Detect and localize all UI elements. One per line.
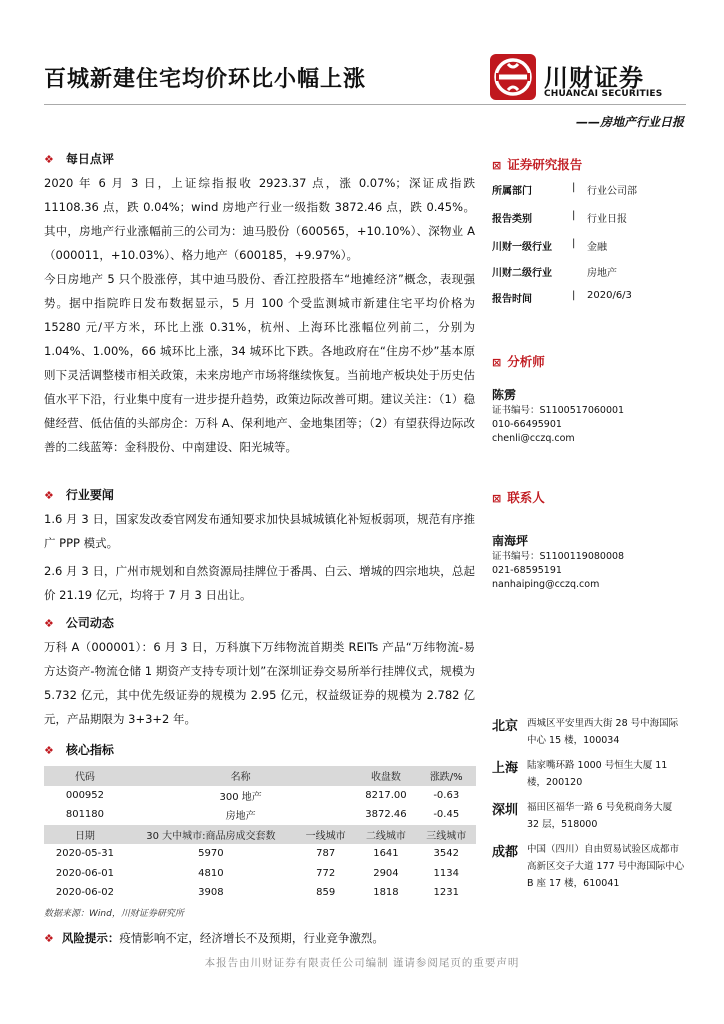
column-header: 名称 [126, 766, 355, 786]
table-cell: 787 [316, 848, 336, 860]
logo-name-cn: 川财证券 [544, 64, 644, 92]
sidebar-heading-contact: ⊠ 联系人 [492, 490, 545, 505]
company-paragraph-1: 万科 A（000001）：6 月 3 日，万科旗下万纬物流首期类 REITs 产品“万纬物流-易方达资产-物流仓储 1 期资产支持专项计划”在深圳证券交易所举行挂牌仪式，规模为 5.732 亿元，其中优先级证券的规模为 2.95 亿元，权益级证券的规模为 2.782 亿元，产品期限为 3+3+2 年。 [44, 640, 475, 726]
table-cell: 5970 [198, 848, 224, 860]
table-row [44, 864, 476, 884]
header-divider [44, 104, 686, 105]
diamond-bullet-icon: ❖ [44, 153, 54, 166]
table-header-row [44, 766, 476, 786]
report-icon: ⊠ [492, 356, 502, 369]
table-cell: 2020-05-31 [55, 848, 114, 860]
page-title: 百城新建住宅均价环比小幅上涨 [44, 67, 367, 92]
table-cell: 1641 [373, 848, 399, 860]
diamond-bullet-icon: ❖ [44, 932, 54, 945]
contact-cert: 证书编号：S1100119080008 [492, 551, 625, 562]
page-footer: 本报告由川财证券有限责任公司编制 谨请参阅尾页的重要声明 [204, 957, 520, 969]
table-cell: 1231 [433, 887, 459, 899]
diamond-bullet-icon: ❖ [44, 617, 54, 630]
risk-label: 风险提示： [61, 931, 120, 945]
sidebar-heading-analyst: ⊠ 分析师 [492, 354, 545, 369]
analyst-email[interactable]: chenli@cczq.com [492, 433, 575, 444]
sidebar-heading-report: ⊠ 证券研究报告 [492, 157, 583, 172]
table-cell: 300 地产 [219, 791, 262, 803]
table-cell: 4810 [198, 867, 224, 879]
column-header: 收盘数 [355, 766, 416, 786]
table-cell: 3542 [433, 848, 459, 860]
table-cell: 2020-06-02 [55, 887, 114, 899]
core-indicators-table [44, 766, 476, 903]
column-header: 30 大中城市:商品房成交套数 [126, 825, 296, 845]
report-icon: ⊠ [492, 492, 502, 505]
contact-card [492, 532, 624, 592]
table-cell: 2904 [373, 867, 399, 879]
contact-email[interactable]: nanhaiping@cczq.com [492, 579, 600, 590]
table-cell: -0.45 [433, 809, 460, 821]
report-subtitle: ——房地产行业日报 [575, 115, 684, 129]
table-cell: 772 [316, 867, 336, 879]
column-header: 二线城市 [355, 825, 416, 845]
daily-paragraph-1: 2020 年 6 月 3 日，上证综指报收 2923.37 点，涨 0.07%；深证成指跌 11108.36 点，跌 0.04%；wind 房地产行业一级指数 3872.46 点，跌 0.45%。其中，房地产行业涨幅前三的公司为：迪马股份（600565，+10.10%）、深物业 A（000011，+10.03%）、格力地产（600185，+9.97%）。 [44, 176, 475, 262]
table-cell: 1818 [373, 887, 399, 899]
analyst-phone: 010-66495901 [492, 419, 562, 430]
column-header: 三线城市 [417, 825, 477, 845]
company-logo [490, 52, 670, 108]
column-header: 一线城市 [296, 825, 355, 845]
daily-paragraph-2: 今日房地产 5 只个股涨停，其中迪马股份、香江控股搭车“地摊经济”概念，表现强势。据中指院昨日发布数据显示，5 月 100 个受监测城市新建住宅平均价格为 15280 元/平方米，环比上涨 0.31%，杭州、上海环比涨幅位列前二，分别为 1.04%、1.00%，66 城环比上涨，34 城环比下跌。各地政府在“住房不炒”基本原则下灵活调整楼市相关政策，未来房地产市场将继续恢复。当前地产板块处于历史估值水平下沿，行业集中度有一进步提升趋势，政策边际改善可期。建议关注：（1）稳健经营、低估值的头部房企：万科 A、保利地产、金地集团等；（2）有望获得边际改善的二线蓝筹：金科股份、中南建设、阳光城等。 [44, 272, 475, 454]
industry-paragraph-2: 2.6 月 3 日，广州市规划和自然资源局挂牌位于番禺、白云、增城的四宗地块，总起价 21.19 亿元，均将于 7 月 3 日出让。 [44, 564, 475, 602]
table-row [44, 805, 476, 825]
industry-paragraph-1: 1.6 月 3 日，国家发改委官网发布通知要求加快县城城镇化补短板弱项，规范有序推广 PPP 模式。 [44, 512, 475, 550]
logo-icon [490, 54, 536, 100]
column-header: 涨跌/% [417, 766, 477, 786]
table-row [44, 883, 476, 903]
section-heading-indicators: ❖ 核心指标 [44, 743, 114, 757]
analyst-cert: 证书编号：S1100517060001 [492, 405, 625, 416]
table-cell: 3872.46 [365, 809, 407, 821]
table-cell: 房地产 [225, 811, 256, 823]
section-heading-daily: ❖ 每日点评 [44, 152, 114, 166]
table-cell: 2020-06-01 [55, 867, 114, 879]
diamond-bullet-icon: ❖ [44, 489, 54, 502]
table-cell: 000952 [65, 789, 105, 801]
risk-text: 疫情影响不定，经济增长不及预期，行业竞争激烈。 [119, 931, 384, 945]
logo-name-en: CHUANCAI SECURITIES [544, 89, 663, 99]
table-cell: 801180 [65, 809, 105, 821]
table-cell: 859 [316, 887, 336, 899]
table-cell: 3908 [198, 887, 224, 899]
analyst-name: 陈雳 [492, 388, 517, 402]
table-header-row [44, 825, 476, 845]
table-cell: -0.63 [433, 789, 460, 801]
section-heading-company: ❖ 公司动态 [44, 616, 114, 630]
contact-phone: 021-68595191 [492, 565, 562, 576]
report-icon: ⊠ [492, 159, 502, 172]
risk-warning [44, 930, 384, 946]
column-header: 代码 [44, 766, 126, 786]
contact-name: 南海坪 [492, 534, 529, 548]
section-heading-industry: ❖ 行业要闻 [44, 488, 114, 502]
data-source-note: 数据来源：Wind，川财证券研究所 [44, 909, 184, 919]
diamond-bullet-icon: ❖ [44, 744, 54, 757]
table-cell: 8217.00 [365, 789, 407, 801]
table-row [44, 786, 476, 806]
table-cell: 1134 [433, 867, 459, 879]
column-header: 日期 [44, 825, 126, 845]
table-row [44, 844, 476, 864]
analyst-card [492, 386, 624, 446]
